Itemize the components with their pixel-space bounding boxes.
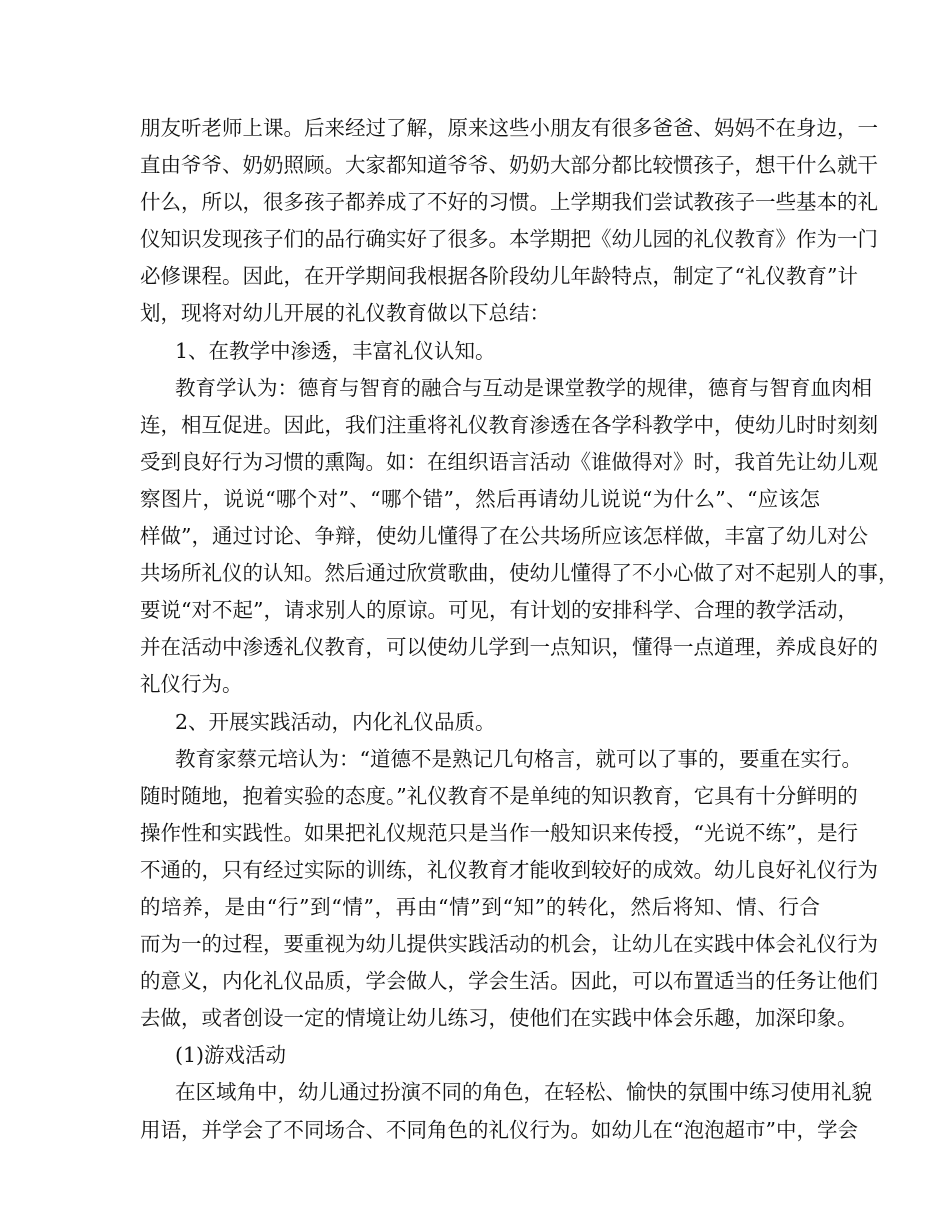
text-line: 要说“对不起”，请求别人的原谅。可见，有计划的安排科学、合理的教学活动， (140, 598, 858, 623)
text-line: 教育家蔡元培认为：“道德不是熟记几句格言，就可以了事的，要重在实行。 (175, 746, 862, 771)
text-line: 礼仪行为。 (140, 672, 243, 697)
text-line: 随时随地，抱着实验的态度。”礼仪教育不是单纯的知识教育，它具有十分鲜明的 (140, 783, 858, 808)
text-line: 必修课程。因此，在开学期间我根据各阶段幼儿年龄特点，制定了“礼仪教育”计 (140, 264, 858, 289)
text-line: 教育学认为：德育与智育的融合与互动是课堂教学的规律，德育与智育血肉相 (175, 375, 872, 400)
text-line: 什么，所以，很多孩子都养成了不好的习惯。上学期我们尝试教孩子一些基本的礼 (140, 190, 878, 215)
body-text (140, 110, 899, 1149)
text-line: 的培养，是由“行”到“情”，再由“情”到“知”的转化，然后将知、情、行合 (140, 894, 820, 919)
text-line: 划，现将对幼儿开展的礼仪教育做以下总结： (140, 301, 550, 326)
text-line: 受到良好行为习惯的熏陶。如：在组织语言活动《谁做得对》时，我首先让幼儿观 (140, 449, 878, 474)
text-line: 样做”，通过讨论、争辩，使幼儿懂得了在公共场所应该怎样做，丰富了幼儿对公 (140, 524, 868, 549)
text-line: 连，相互促进。因此，我们注重将礼仪教育渗透在各学科教学中，使幼儿时时刻刻 (140, 412, 878, 437)
text-line: 并在活动中渗透礼仪教育，可以使幼儿学到一点知识，懂得一点道理，养成良好的 (140, 635, 878, 660)
section-heading: 2、开展实践活动，内化礼仪品质。 (175, 709, 496, 734)
text-line: 操作性和实践性。如果把礼仪规范只是当作一般知识来传授，“光说不练”，是行 (140, 820, 858, 845)
text-line: 的意义，内化礼仪品质，学会做人，学会生活。因此，可以布置适当的任务让他们 (140, 969, 878, 994)
text-line: 去做，或者创设一定的情境让幼儿练习，使他们在实践中体会乐趣，加深印象。 (140, 1006, 858, 1031)
text-line: 察图片，说说“哪个对”、“哪个错”，然后再请幼儿说说“为什么”、“应该怎 (140, 486, 820, 511)
text-line: 共场所礼仪的认知。然后通过欣赏歌曲，使幼儿懂得了不小心做了对不起别人的事， (140, 561, 899, 586)
text-line: 不通的，只有经过实际的训练，礼仪教育才能收到较好的成效。幼儿良好礼仪行为 (140, 857, 878, 882)
subsection-heading: (1)游戏活动 (175, 1043, 287, 1068)
text-line: 在区域角中，幼儿通过扮演不同的角色，在轻松、愉快的氛围中练习使用礼貌 (175, 1080, 872, 1105)
section-heading: 1、在教学中渗透，丰富礼仪认知。 (175, 338, 496, 363)
text-line: 仪知识发现孩子们的品行确实好了很多。本学期把《幼儿园的礼仪教育》作为一门 (140, 227, 878, 252)
text-line: 直由爷爷、奶奶照顾。大家都知道爷爷、奶奶大部分都比较惯孩子，想干什么就干 (140, 153, 878, 178)
text-line: 用语，并学会了不同场合、不同角色的礼仪行为。如幼儿在“泡泡超市”中，学会 (140, 1117, 858, 1142)
text-line: 而为一的过程，要重视为幼儿提供实践活动的机会，让幼儿在实践中体会礼仪行为 (140, 932, 878, 957)
text-line: 朋友听老师上课。后来经过了解，原来这些小朋友有很多爸爸、妈妈不在身边，一 (140, 116, 878, 140)
